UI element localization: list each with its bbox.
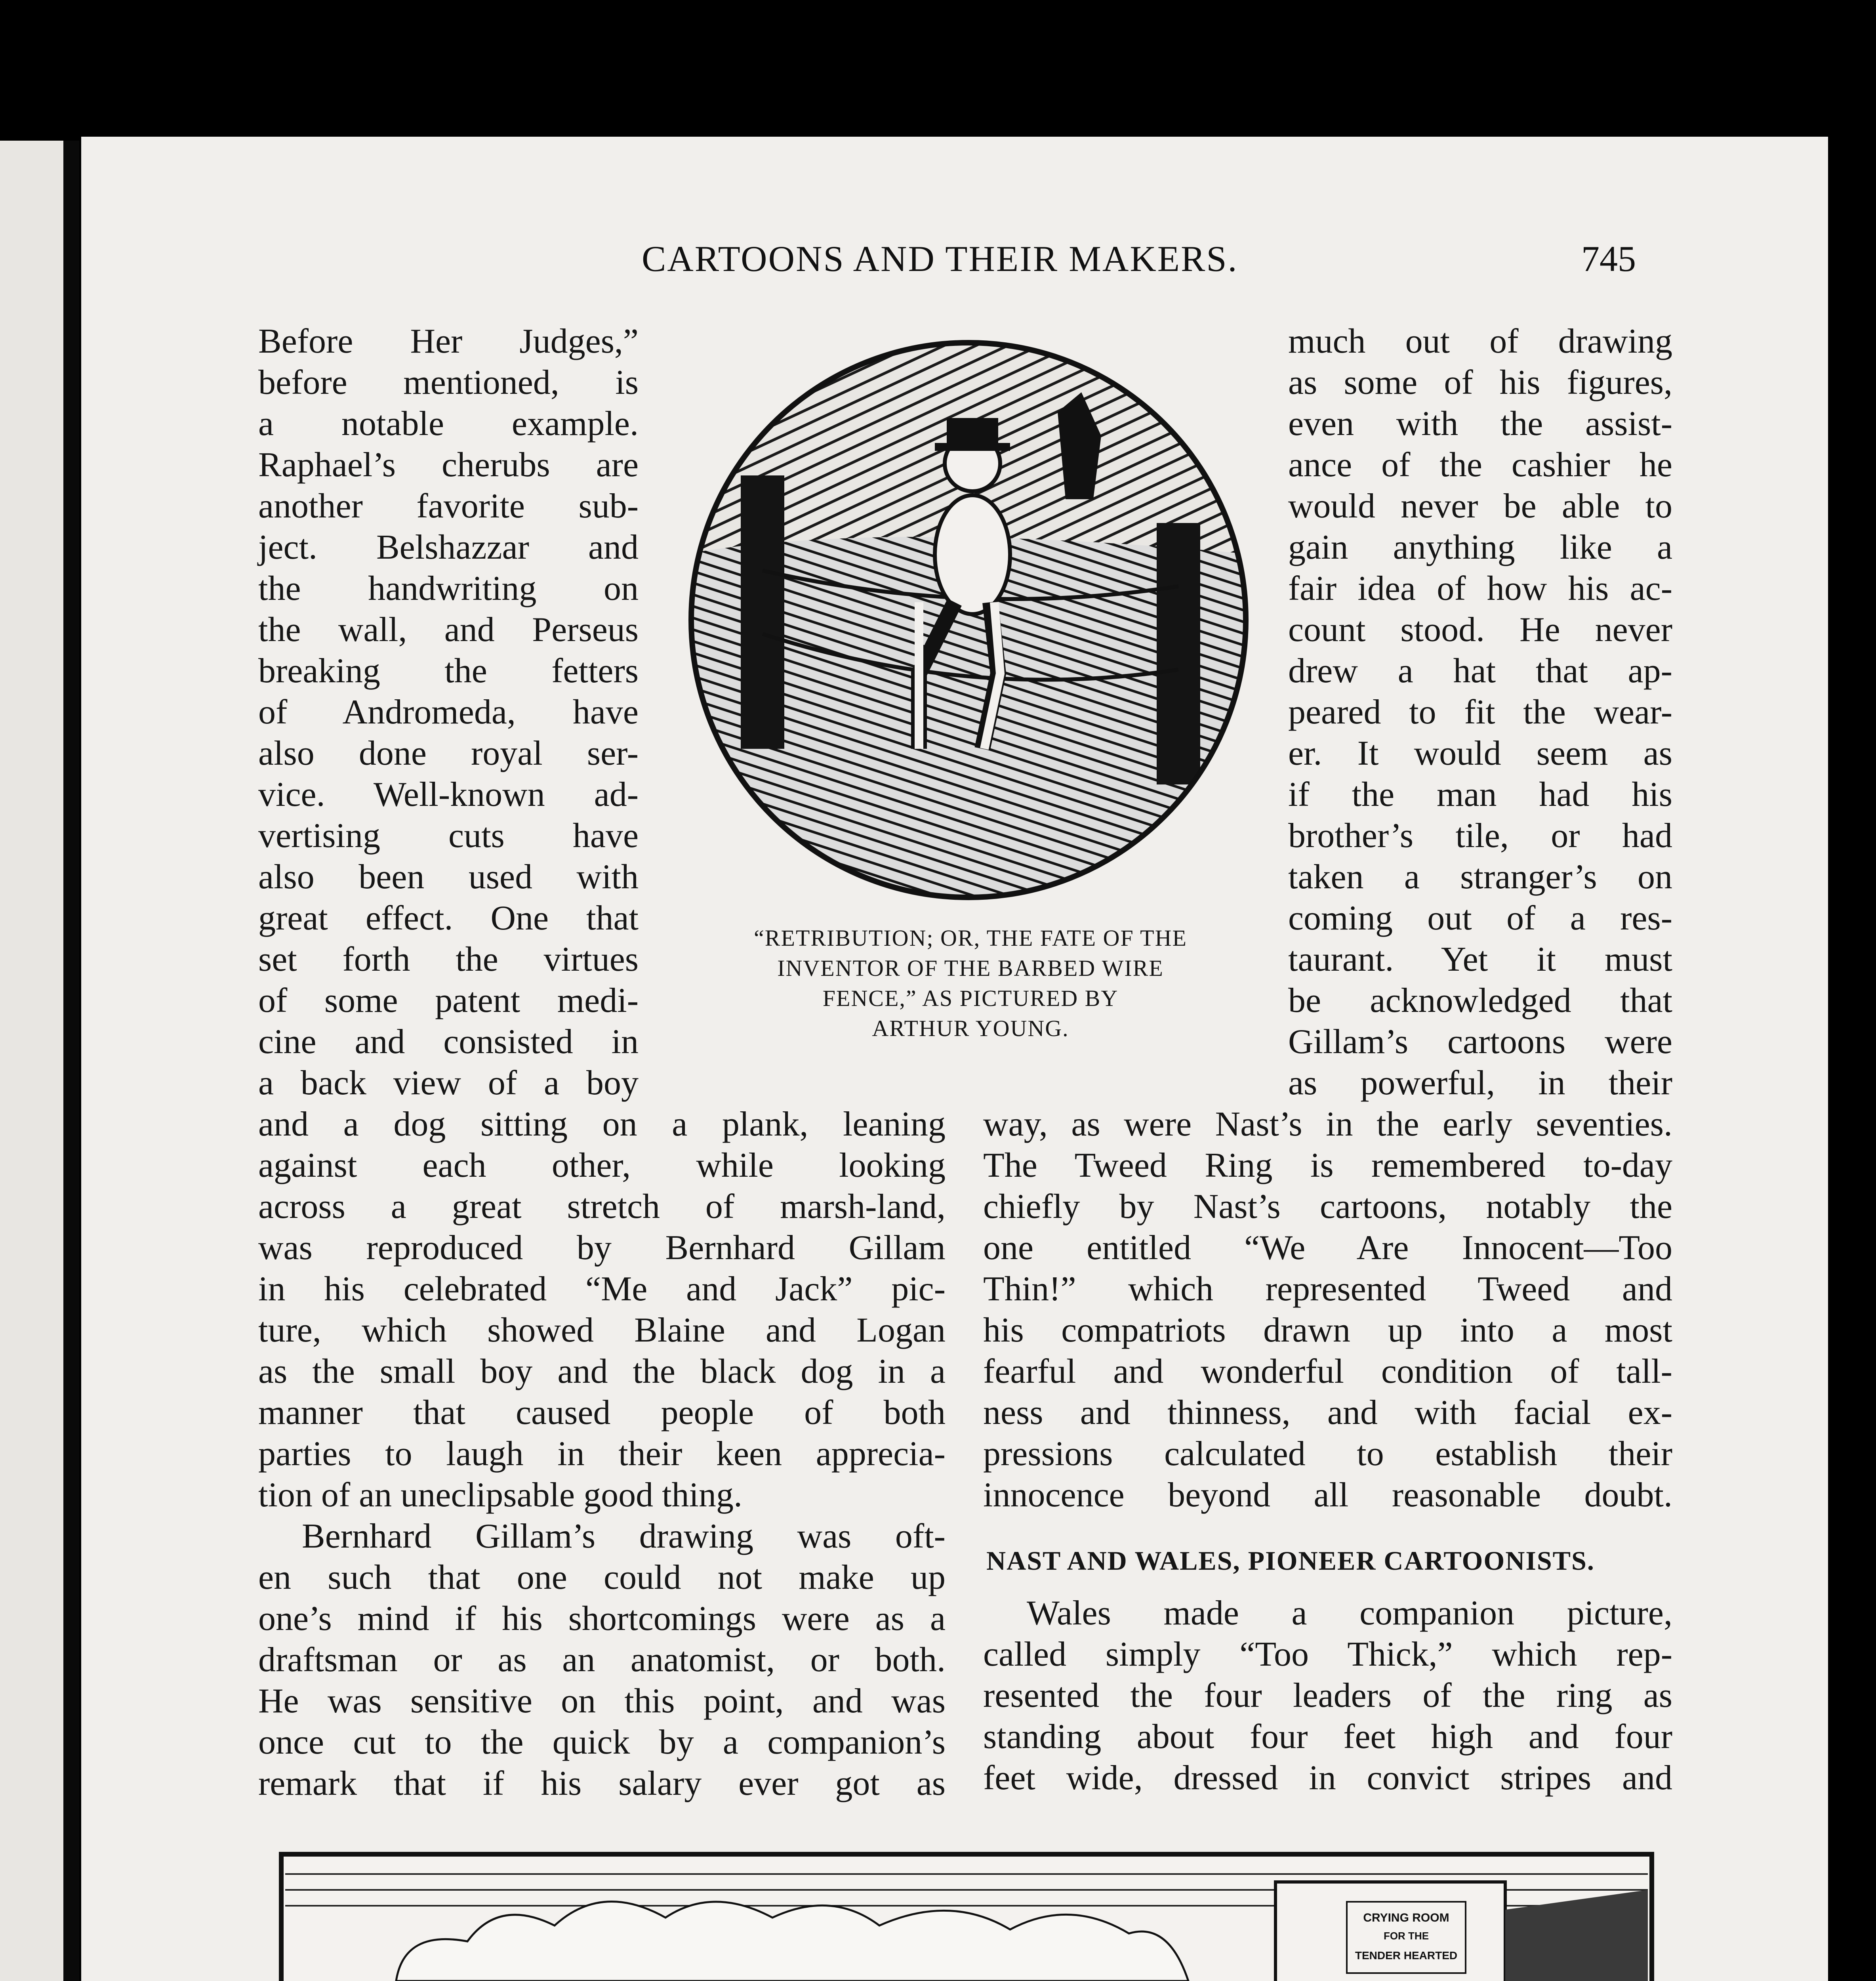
text-line: Raphael’s cherubs are <box>258 446 639 484</box>
book-gutter <box>63 141 79 1981</box>
text-line: his compatriots drawn up into a most <box>983 1311 1672 1349</box>
text-line: coming out of a res- <box>1288 899 1672 937</box>
text-line: ness and thinness, and with facial ex- <box>983 1393 1672 1432</box>
text-line: vice. Well-known ad- <box>258 775 639 814</box>
text-column-right-upper <box>1288 321 1672 1104</box>
section-subheading: NAST AND WALES, PIONEER CARTOONISTS. <box>986 1546 1595 1576</box>
text-line: once cut to the quick by a companion’s <box>258 1723 946 1762</box>
text-line: gain anything like a <box>1288 528 1672 567</box>
text-line: a notable example. <box>258 405 639 443</box>
text-line: tion of an uneclipsable good thing. <box>258 1476 742 1514</box>
text-line: across a great stretch of marsh-land, <box>258 1187 946 1226</box>
text-line: as powerful, in their <box>1288 1064 1672 1102</box>
text-line: one’s mind if his shortcomings were as a <box>258 1599 946 1638</box>
figure-caption-retribution <box>681 923 1260 1044</box>
text-line: of some patent medi- <box>258 981 639 1020</box>
text-line: the wall, and Perseus <box>258 611 639 649</box>
text-column-right-lower <box>983 1104 1672 1516</box>
text-line: remark that if his salary ever got as <box>258 1764 946 1803</box>
text-line: way, as were Nast’s in the early seventies. <box>983 1105 1672 1143</box>
adjacent-page-edge <box>0 141 63 1981</box>
text-line: before mentioned, is <box>258 363 639 402</box>
text-line: another favorite sub- <box>258 487 639 525</box>
text-column-left-upper <box>258 321 639 1104</box>
text-line: and a dog sitting on a plank, leaning <box>258 1105 946 1143</box>
sign-for-the: FOR THE <box>1383 1930 1429 1942</box>
text-line: er. It would seem as <box>1288 734 1672 773</box>
text-line: Before Her Judges,” <box>258 322 639 361</box>
text-line: would never be able to <box>1288 487 1672 525</box>
text-line: breaking the fetters <box>258 652 639 690</box>
text-line: in his celebrated “Me and Jack” pic- <box>258 1270 946 1308</box>
text-line: chiefly by Nast’s cartoons, notably the <box>983 1187 1672 1226</box>
running-title: CARTOONS AND THEIR MAKERS. <box>642 239 1238 279</box>
text-line: count stood. He never <box>1288 611 1672 649</box>
text-line: the handwriting on <box>258 569 639 608</box>
text-line: He was sensitive on this point, and was <box>258 1682 946 1720</box>
text-line: vertising cuts have <box>258 817 639 855</box>
text-line: standing about four feet high and four <box>983 1718 1672 1756</box>
caption-line: “RETRIBUTION; OR, THE FATE OF THE <box>754 925 1187 951</box>
text-line: also done royal ser- <box>258 734 639 773</box>
text-line: be acknowledged that <box>1288 981 1672 1020</box>
text-line: parties to laugh in their keen apprecia- <box>258 1435 946 1473</box>
text-line: pressions calculated to establish their <box>983 1435 1672 1473</box>
text-line: cine and consisted in <box>258 1023 639 1061</box>
text-line: great effect. One that <box>258 899 639 937</box>
caption-line: ARTHUR YOUNG. <box>872 1015 1069 1041</box>
text-line: even with the assist- <box>1288 405 1672 443</box>
text-line: peared to fit the wear- <box>1288 693 1672 731</box>
text-line: Wales made a companion picture, <box>1027 1594 1672 1632</box>
text-line: much out of drawing <box>1288 322 1672 361</box>
caption-line: FENCE,” AS PICTURED BY <box>822 985 1119 1011</box>
text-line: taken a stranger’s on <box>1288 858 1672 896</box>
text-line: as the small boy and the black dog in a <box>258 1352 946 1391</box>
text-line: fearful and wonderful condition of tall- <box>983 1352 1672 1391</box>
text-line: ject. Belshazzar and <box>258 528 639 567</box>
text-column-right-after-subhead <box>983 1593 1672 1799</box>
text-line: feet wide, dressed in convict stripes and <box>983 1759 1672 1797</box>
intercollegiate-football-cartoon <box>277 1850 1656 1981</box>
text-line: taurant. Yet it must <box>1288 940 1672 979</box>
retribution-cartoon-illustration <box>681 333 1256 919</box>
text-line: Bernhard Gillam’s drawing was oft- <box>302 1517 946 1555</box>
text-line: was reproduced by Bernhard Gillam <box>258 1229 946 1267</box>
text-line: ance of the cashier he <box>1288 446 1672 484</box>
text-line: The Tweed Ring is remembered to-day <box>983 1146 1672 1185</box>
text-line: fair idea of how his ac- <box>1288 569 1672 608</box>
text-line: innocence beyond all reasonable doubt. <box>983 1476 1672 1514</box>
text-line: a back view of a boy <box>258 1064 639 1102</box>
text-line: of Andromeda, have <box>258 693 639 731</box>
text-line: en such that one could not make up <box>258 1558 946 1597</box>
text-line: set forth the virtues <box>258 940 639 979</box>
text-line: against each other, while looking <box>258 1146 946 1185</box>
text-line: resented the four leaders of the ring as <box>983 1676 1672 1715</box>
sign-tender-hearted: TENDER HEARTED <box>1355 1949 1458 1962</box>
caption-line: INVENTOR OF THE BARBED WIRE <box>777 955 1164 981</box>
text-line: brother’s tile, or had <box>1288 817 1672 855</box>
text-line: one entitled “We Are Innocent—Too <box>983 1229 1672 1267</box>
text-line: drew a hat that ap- <box>1288 652 1672 690</box>
sign-crying-room: CRYING ROOM <box>1363 1911 1449 1924</box>
text-line: ture, which showed Blaine and Logan <box>258 1311 946 1349</box>
text-line: Thin!” which represented Tweed and <box>983 1270 1672 1308</box>
text-column-left-lower <box>258 1104 946 1804</box>
text-line: also been used with <box>258 858 639 896</box>
text-line: manner that caused people of both <box>258 1393 946 1432</box>
page-number: 745 <box>1581 239 1636 279</box>
text-line: Gillam’s cartoons were <box>1288 1023 1672 1061</box>
text-line: if the man had his <box>1288 775 1672 814</box>
text-line: draftsman or as an anatomist, or both. <box>258 1641 946 1679</box>
text-line: called simply “Too Thick,” which rep- <box>983 1635 1672 1674</box>
text-line: as some of his figures, <box>1288 363 1672 402</box>
